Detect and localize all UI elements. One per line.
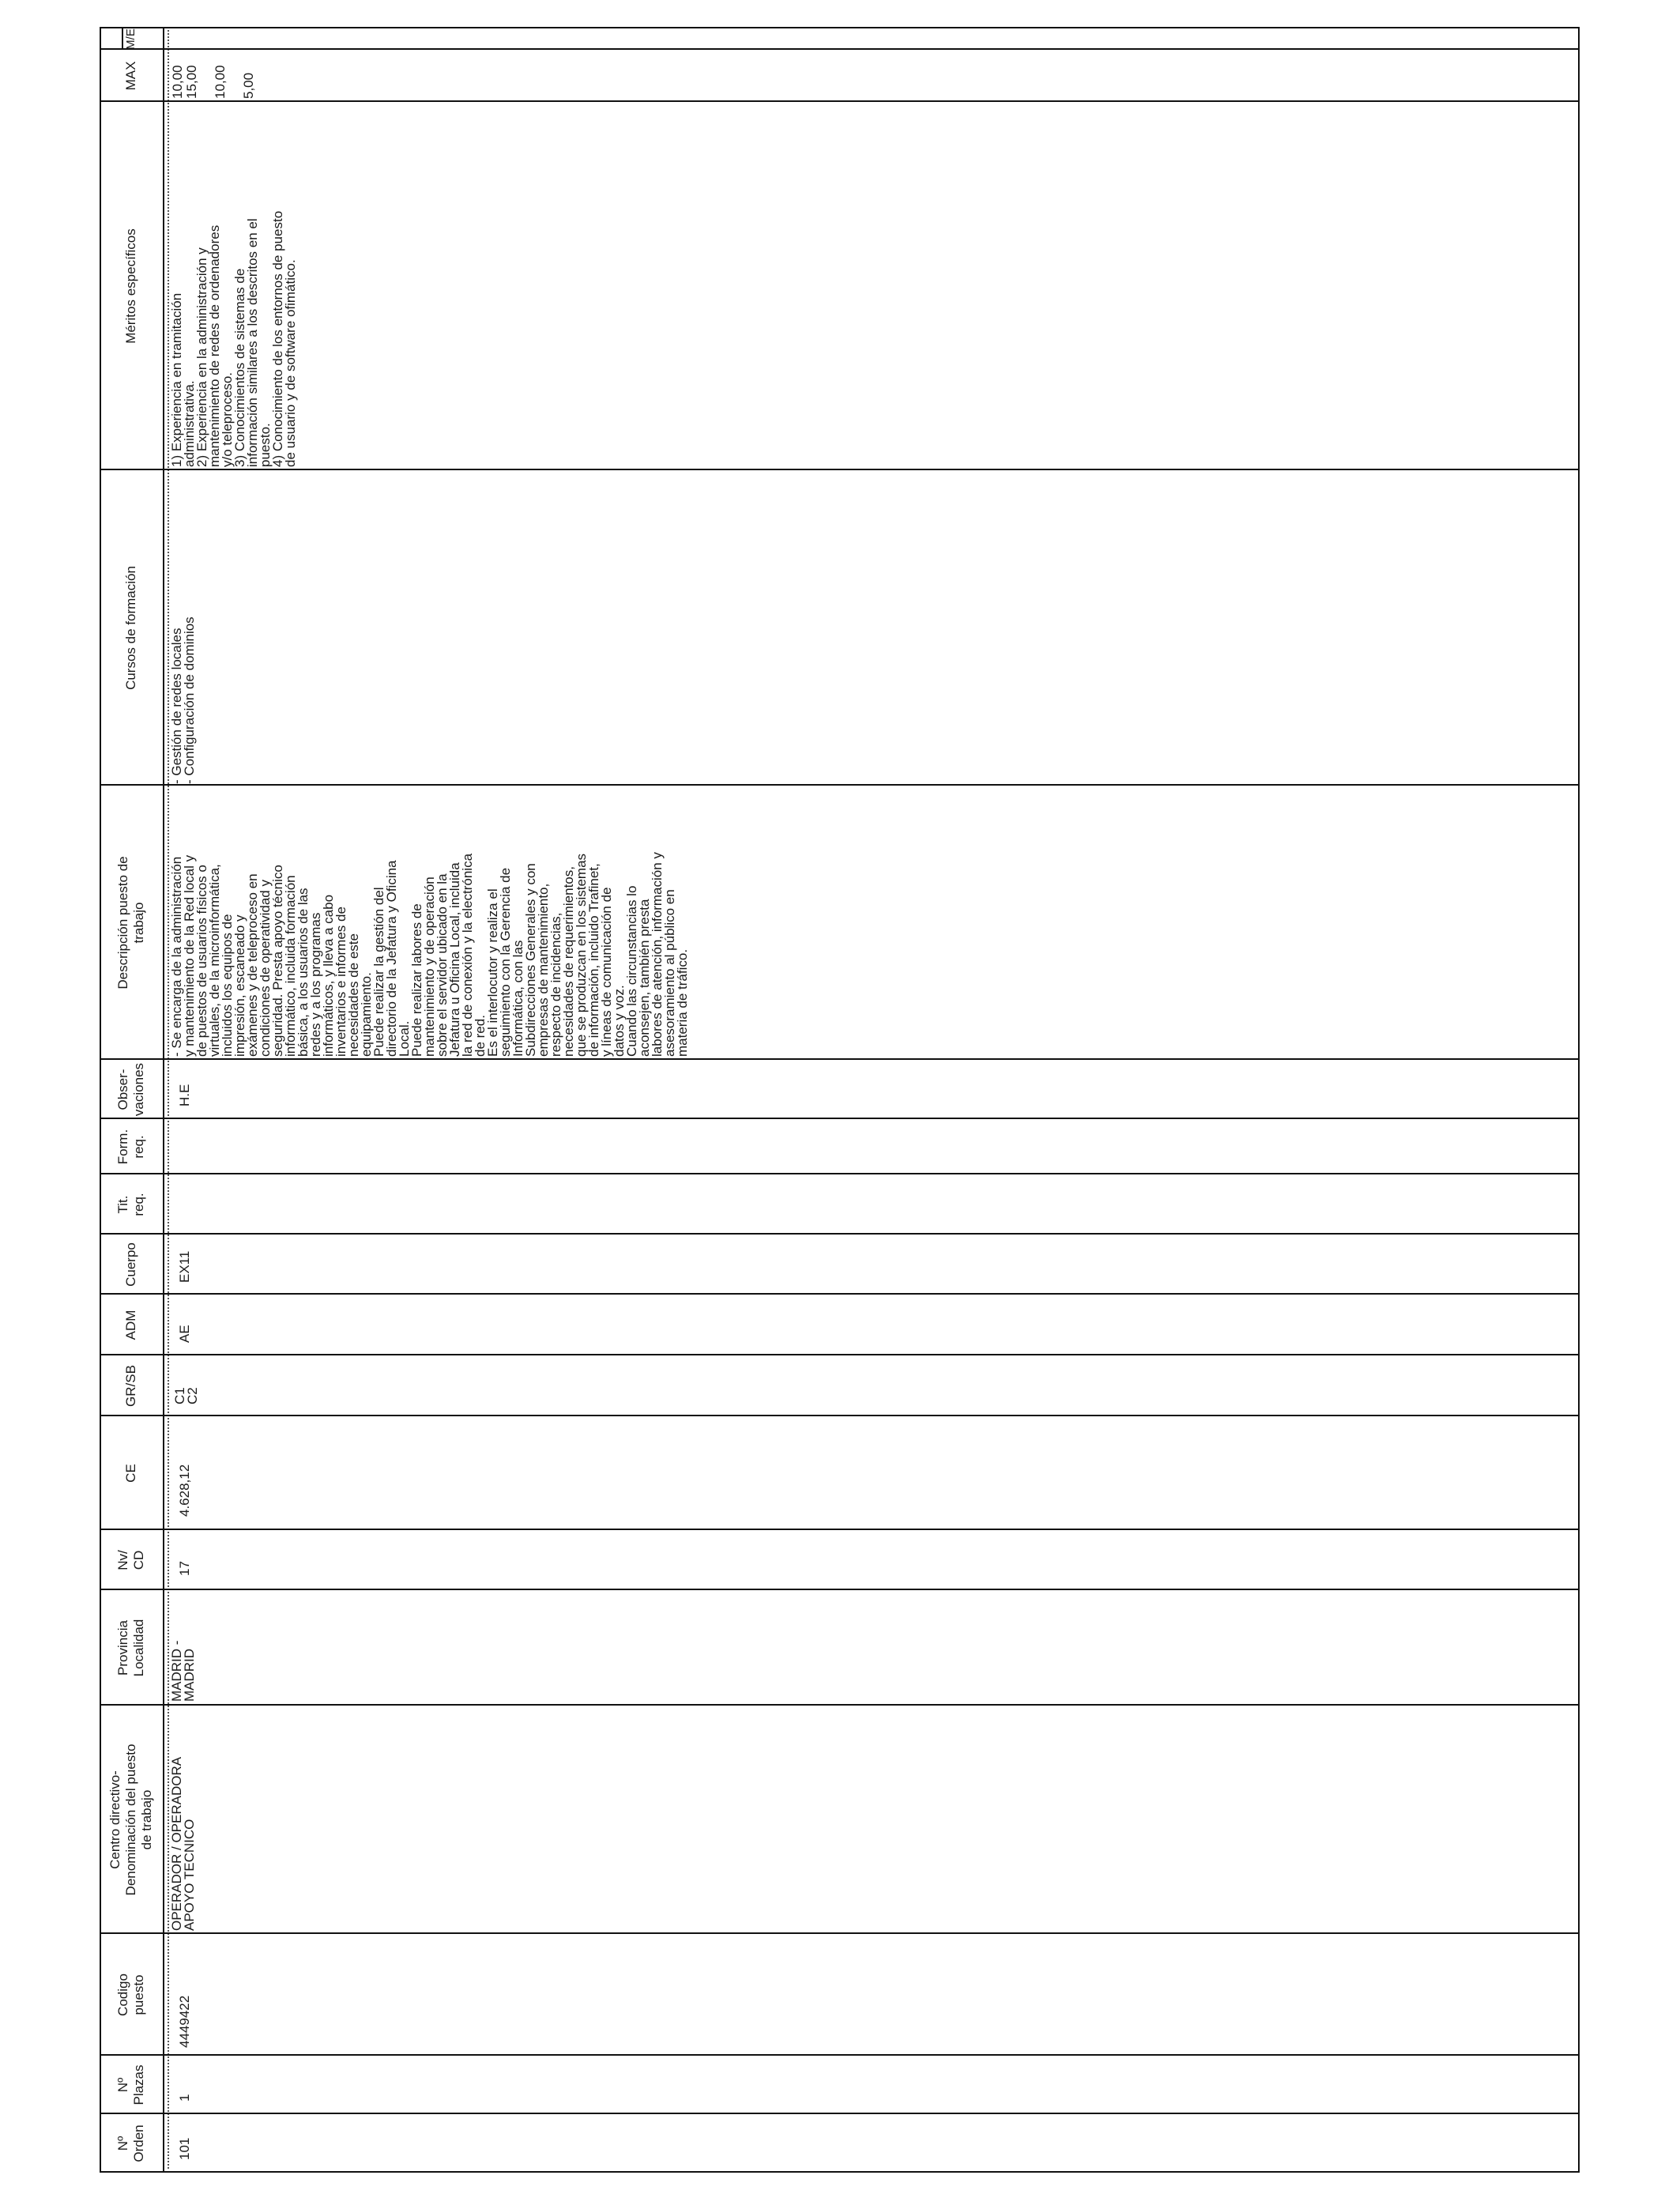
table-bottom-border xyxy=(1578,27,1580,2173)
header-orden: Nº Orden xyxy=(115,2124,146,2162)
cell-grupo: C1 C2 xyxy=(172,1387,200,1404)
cell-cuerpo: EX11 xyxy=(177,1250,192,1283)
cell-centro: OPERADOR / OPERADORA APOYO TECNICO xyxy=(169,1756,197,1931)
header-formacion: Form. req. xyxy=(115,1129,146,1165)
cell-orden: 101 xyxy=(177,2137,192,2160)
cell-plazas: 1 xyxy=(177,2094,192,2102)
me-column-rule xyxy=(122,28,123,50)
header-adm: ADM xyxy=(123,1310,138,1340)
column-divider xyxy=(100,1293,1580,1295)
column-divider xyxy=(100,48,1580,50)
cell-descripcion: - Se encarga de la administración y mantenimiento de la Red local y de puestos de usuarios físicos o virtuales, de la microinformática, incluidos los equipos de impresión, escaneado y exámenes y de teleproceso en condiciones de operatividad y seguridad. Presta apoyo técnico informático, incluida formación básica, a los usuarios de las redes y a los programas informáticos, y lleva a cabo inventarios e informes de necesidades de este equipamiento. Puede realizar la gestión del directorio de la Jefatura y Oficina Local. Puede realizar labores de mantenimiento y de operación sobre el servidor ubicado en la Jefatura u Oficina Local, incluida la red de conexión y la electrónica de red. Es el interlocutor y realiza el seguimiento con la Gerencia de Informática, con las Subdirecciones Generales y con empresas de mantenimiento, respecto de incidencias, necesidades de requerimientos, que se produzcan en los sistemas de información, incluido Trafinet, y líneas de comunicación de datos y voz. Cuando las circunstancias lo aconsejen, también presta labores de atención, información y asesoramiento al público en materia de tráfico. xyxy=(169,852,690,1057)
column-divider xyxy=(100,784,1580,786)
header-provincia: Provincia Localidad xyxy=(115,1619,146,1677)
cell-meritos: 1) Experiencia en tramitación administrativa. 2) Experiencia en la administración y mantenimiento de redes de ordenadores y/o teleproceso. 3) Conocimientos de sistemas de información similares a los descritos en el puesto. 4) Conocimiento de los entornos de puesto de usuario y de software ofimático. xyxy=(169,210,298,467)
header-codigo: Codigo puesto xyxy=(115,1973,146,2016)
column-divider xyxy=(100,1589,1580,1590)
column-divider xyxy=(100,1704,1580,1706)
header-ce: CE xyxy=(123,1464,138,1483)
header-titulacion: Tit. req. xyxy=(115,1193,146,1216)
header-cursos: Cursos de formación xyxy=(123,566,138,690)
cell-adm: AE xyxy=(177,1325,192,1343)
column-divider xyxy=(100,1354,1580,1355)
column-divider xyxy=(100,1173,1580,1174)
column-divider xyxy=(100,1529,1580,1530)
header-me: M/E xyxy=(124,28,137,50)
cell-codigo: 4449422 xyxy=(177,1995,192,2048)
column-divider xyxy=(100,1415,1580,1416)
header-max: MAX xyxy=(123,61,138,91)
cell-max: 10,00 15,00 10,00 5,00 xyxy=(170,65,256,99)
header-descripcion: Descripción puesto de trabajo xyxy=(115,856,146,990)
column-divider xyxy=(100,1932,1580,1934)
column-divider xyxy=(100,100,1580,102)
column-divider xyxy=(100,469,1580,470)
cell-nivel: 17 xyxy=(177,1561,192,1576)
job-posting-table xyxy=(100,27,1580,2173)
header-bottom-border xyxy=(163,27,164,2173)
header-nivel: Nv/ CD xyxy=(115,1550,146,1570)
cell-provincia: MADRID - MADRID xyxy=(169,1640,197,1702)
column-divider xyxy=(100,1118,1580,1119)
column-divider xyxy=(100,1058,1580,1060)
column-divider xyxy=(100,2113,1580,2114)
header-meritos: Méritos específicos xyxy=(123,228,138,344)
column-divider xyxy=(100,2054,1580,2056)
header-cuerpo: Cuerpo xyxy=(123,1242,138,1287)
header-centro: Centro directivo- Denominación del puesto de trabajo xyxy=(107,1744,154,1896)
column-divider xyxy=(100,27,1580,28)
column-divider xyxy=(100,1233,1580,1235)
cell-observaciones: H.E xyxy=(177,1084,192,1106)
column-divider xyxy=(100,2171,1580,2173)
header-grupo: GR/SB xyxy=(123,1365,138,1407)
header-plazas: Nº Plazas xyxy=(115,2064,146,2105)
header-observaciones: Obser- vaciones xyxy=(115,1062,146,1117)
cell-cursos: - Gestión de redes locales - Configuración de dominios xyxy=(169,616,197,784)
cell-ce: 4.628,12 xyxy=(177,1464,192,1517)
